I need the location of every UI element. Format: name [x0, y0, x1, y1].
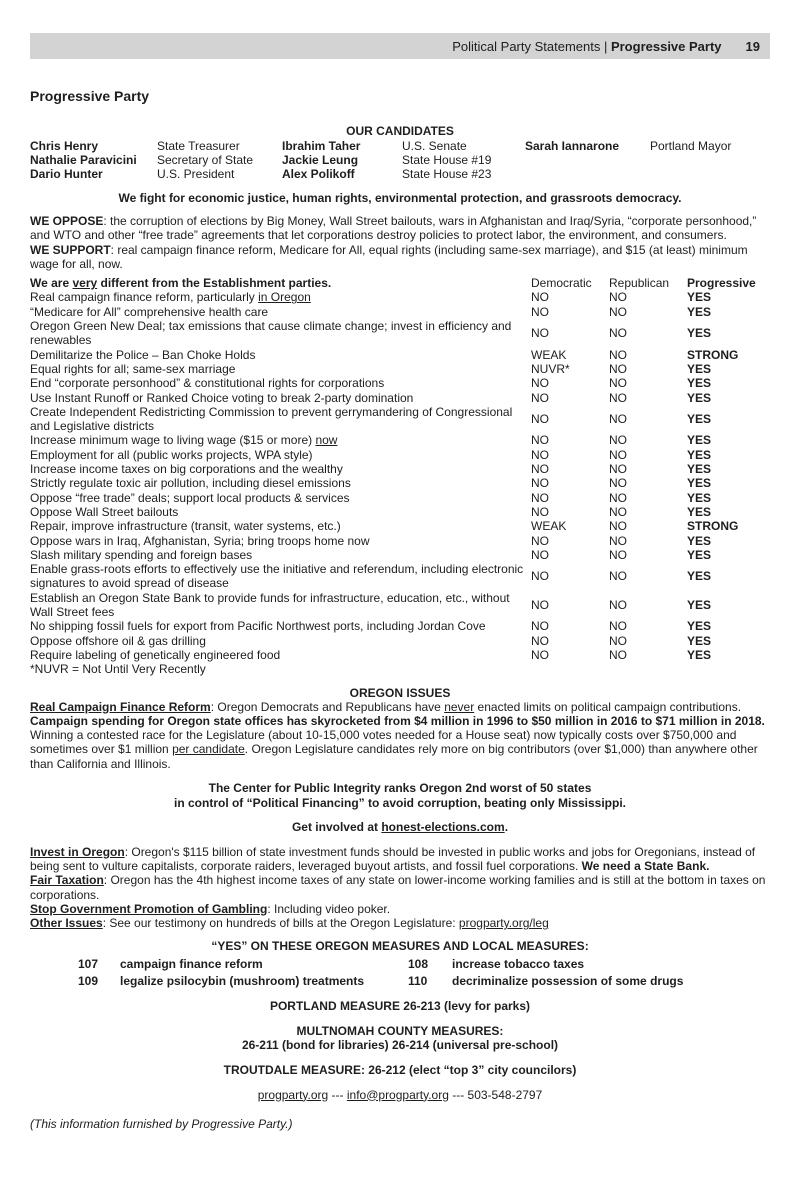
troutdale-measure-line: TROUTDALE MEASURE: 26-212 (elect “top 3” city councilors)	[223, 1062, 577, 1077]
table-row	[30, 619, 770, 633]
furnished-note: (This information furnished by Progressive Party.)	[30, 1116, 293, 1131]
candidate-office	[650, 153, 770, 167]
democratic-vote-cell: NO	[531, 390, 549, 405]
pamphlet-page	[0, 33, 800, 1131]
progressive-vote-cell: YES	[687, 326, 712, 341]
republican-vote-cell: NO	[609, 547, 627, 562]
candidate-office: U.S. President	[157, 167, 235, 181]
comparison-table	[30, 276, 770, 676]
table-row	[30, 305, 770, 319]
republican-vote-cell: NO	[609, 347, 627, 362]
issue-cell: Enable grass-roots efforts to effectively use the initiative and referendum, including electronic signatures to avoid spread of disease	[30, 562, 524, 591]
integrity-note-line2: in control of “Political Financing” to avoid corruption, beating only Mississippi.	[173, 795, 627, 810]
page-number: 19	[745, 38, 760, 54]
text-segment: WE OPPOSE	[30, 214, 104, 228]
table-row	[30, 491, 770, 505]
issue-underlined-text: now	[315, 433, 338, 448]
candidates-grid	[30, 139, 770, 181]
candidate-name: Alex Polikoff	[282, 167, 355, 181]
issue-cell: Oregon Green New Deal; tax emissions that cause climate change; invest in efficiency and renewables	[30, 319, 512, 348]
measure-number: 109	[78, 973, 99, 988]
democratic-vote-cell: WEAK	[531, 519, 567, 534]
honest-elections-link[interactable]: honest-elections.com	[381, 820, 505, 835]
republican-vote-cell: NO	[609, 361, 627, 376]
table-row	[30, 448, 770, 462]
text-segment: : Oregon has the 4th highest income taxes of any state on lower-income working families and is still at the bottom in taxes on corporations.	[30, 873, 766, 902]
table-row	[30, 405, 770, 434]
get-involved-line	[30, 820, 770, 835]
issue-cell: Increase income taxes on big corporations and the wealthy	[30, 462, 343, 477]
candidate-office: U.S. Senate	[402, 139, 467, 153]
issue-cell: Equal rights for all; same-sex marriage	[30, 361, 236, 376]
issue-cell: Strictly regulate toxic air pollution, including diesel emissions	[30, 476, 351, 491]
issue-cell: “Medicare for All” comprehensive health care	[30, 304, 269, 319]
issue-cell: Create Independent Redistricting Commission to prevent gerrymandering of Congressional and Legislative districts	[30, 404, 513, 434]
progressive-vote-cell: YES	[687, 490, 712, 505]
text-segment: enacted limits on political campaign contributions.	[474, 699, 742, 714]
multnomah-measures	[30, 1024, 770, 1053]
progressive-vote-cell: YES	[687, 504, 712, 519]
text-segment: Winning a contested race for the Legislature (about 10-15,000 votes needed for a House seat) now typically costs over $750,000 and sometimes over $1 million	[30, 728, 737, 757]
republican-vote-cell: NO	[609, 633, 627, 648]
democratic-vote-cell: NO	[531, 447, 549, 462]
democratic-vote-cell: NO	[531, 490, 549, 505]
democratic-vote-cell: NO	[531, 290, 549, 305]
issue-cell: No shipping fossil fuels for export from Pacific Northwest ports, including Jordan Cove	[30, 619, 486, 634]
issue-cell: Repair, improve infrastructure (transit, water systems, etc.)	[30, 519, 341, 534]
table-row	[30, 591, 770, 620]
democratic-vote-cell: NO	[531, 462, 549, 477]
page-title: Progressive Party	[30, 88, 150, 104]
progparty-email-link[interactable]: info@progparty.org	[346, 1087, 449, 1102]
table-row	[30, 519, 770, 533]
progressive-vote-cell: YES	[687, 447, 712, 462]
candidate-name: Ibrahim Taher	[282, 139, 361, 153]
comparison-table-header	[30, 276, 770, 290]
text-segment: : Including video poker.	[267, 901, 391, 916]
text-segment: We need a State Bank.	[581, 859, 710, 874]
candidates-heading: OUR CANDIDATES	[346, 124, 454, 138]
candidate-office: State Treasurer	[157, 139, 240, 153]
column-header-progressive: Progressive	[687, 276, 756, 291]
text-segment: Other Issues	[30, 916, 103, 931]
campaign-finance-paragraph	[30, 700, 770, 771]
text-segment: . Oregon Legislature candidates rely more on big contributors (over $1,000) than anywhere other than California and Illinois.	[30, 742, 758, 771]
progparty-website-link[interactable]: progparty.org	[257, 1087, 329, 1102]
column-header-republican: Republican	[609, 276, 670, 291]
democratic-vote-cell: NO	[531, 326, 549, 341]
candidate-name: Chris Henry	[30, 139, 99, 153]
progressive-vote-cell: YES	[687, 412, 712, 426]
republican-vote-cell: NO	[609, 647, 627, 662]
integrity-note-line1: The Center for Public Integrity ranks Oregon 2nd worst of 50 states	[208, 780, 592, 795]
header-party-label: Progressive Party	[610, 38, 722, 54]
oregon-issues-heading: OREGON ISSUES	[349, 685, 451, 700]
table-row	[30, 391, 770, 405]
democratic-vote-cell: NO	[531, 633, 549, 648]
multnomah-line: 26-211 (bond for libraries) 26-214 (universal pre-school)	[241, 1038, 559, 1053]
measure-number: 108	[408, 957, 429, 972]
progressive-vote-cell: YES	[687, 547, 712, 562]
democratic-vote-cell: NUVR*	[531, 361, 570, 376]
fair-taxation-paragraph	[30, 873, 770, 902]
table-row	[30, 290, 770, 304]
progressive-vote-cell: YES	[687, 376, 712, 391]
democratic-vote-cell: NO	[531, 597, 549, 612]
table-footnote: *NUVR = Not Until Very Recently	[30, 662, 206, 677]
table-header-statement	[30, 276, 530, 290]
progressive-vote-cell: YES	[687, 304, 712, 319]
progressive-vote-cell: YES	[687, 633, 712, 648]
text-segment: : Oregon's $115 billion of state investment funds should be invested in public works and jobs for Oregonians, instead of being sent to vulture capitalists, corporate raiders, leveraged buyout artists, and fossil fuel corporations.	[30, 844, 756, 874]
oppose-paragraph	[30, 214, 770, 243]
candidate-office: State House #19	[402, 153, 492, 167]
issue-cell: Oppose “free trade” deals; support local products & services	[30, 490, 350, 505]
republican-vote-cell: NO	[609, 619, 627, 634]
democratic-vote-cell: NO	[531, 412, 549, 426]
gambling-paragraph	[30, 902, 770, 916]
republican-vote-cell: NO	[609, 433, 627, 448]
table-row	[30, 433, 770, 447]
progressive-vote-cell: YES	[687, 647, 712, 662]
text-segment: ---	[328, 1087, 347, 1102]
header-section-label: Political Party Statements |	[452, 38, 611, 54]
candidate-name: Jackie Leung	[282, 153, 359, 167]
democratic-vote-cell: NO	[531, 547, 549, 562]
header-statement-underlined: very	[72, 276, 98, 291]
text-segment: Fair Taxation	[30, 873, 104, 888]
issue-cell: Establish an Oregon State Bank to provide funds for infrastructure, education, etc., without Wall Street fees	[30, 590, 510, 620]
progressive-vote-cell: YES	[687, 390, 712, 405]
text-segment: Invest in Oregon	[30, 844, 125, 859]
issue-cell: Oppose wars in Iraq, Afghanistan, Syria; bring troops home now	[30, 533, 370, 548]
table-row	[30, 534, 770, 548]
democratic-vote-cell: NO	[531, 504, 549, 519]
progressive-vote-cell: YES	[687, 597, 712, 612]
measure-label: increase tobacco taxes	[452, 957, 585, 972]
republican-vote-cell: NO	[609, 462, 627, 477]
republican-vote-cell: NO	[609, 476, 627, 491]
text-segment: : the corruption of elections by Big Money, Wall Street bailouts, wars in Afghanistan and Iraq/Syria, “corporate personhood,” and WTO and other “free trade” agreements that let corporations destroy policies to protect labor, the environment, and consumers.	[30, 214, 757, 243]
republican-vote-cell: NO	[609, 412, 627, 426]
republican-vote-cell: NO	[609, 533, 627, 548]
republican-vote-cell: NO	[609, 490, 627, 505]
democratic-vote-cell: NO	[531, 304, 549, 319]
column-header-democratic: Democratic	[531, 276, 592, 291]
candidate-office	[650, 167, 770, 181]
table-row	[30, 505, 770, 519]
republican-vote-cell: NO	[609, 504, 627, 519]
measures-heading: “YES” ON THESE OREGON MEASURES AND LOCAL MEASURES:	[211, 938, 589, 953]
issue-cell: End “corporate personhood” & constitutional rights for corporations	[30, 376, 385, 391]
republican-vote-cell: NO	[609, 447, 627, 462]
candidate-name: Sarah Iannarone	[525, 139, 620, 153]
header-statement-post: different from the Establishment parties.	[97, 276, 332, 291]
candidate-office: Portland Mayor	[650, 139, 732, 153]
table-row	[30, 476, 770, 490]
measure-number: 110	[408, 973, 428, 988]
issue-cell: Oppose offshore oil & gas drilling	[30, 633, 206, 648]
text-segment: WE SUPPORT	[30, 242, 111, 257]
table-row	[30, 548, 770, 562]
table-row	[30, 348, 770, 362]
candidate-office: State House #23	[402, 167, 492, 181]
text-segment: never	[444, 699, 475, 714]
democratic-vote-cell: NO	[531, 533, 549, 548]
democratic-vote-cell: NO	[531, 647, 549, 662]
measures-grid	[78, 956, 770, 989]
issue-cell: Slash military spending and foreign bases	[30, 547, 253, 562]
progressive-vote-cell: YES	[687, 361, 712, 376]
progressive-vote-cell: YES	[687, 476, 712, 491]
tagline: We fight for economic justice, human rights, environmental protection, and grassroots democracy.	[118, 191, 682, 205]
invest-paragraph	[30, 845, 770, 874]
republican-vote-cell: NO	[609, 390, 627, 405]
measure-label: legalize psilocybin (mushroom) treatments	[120, 973, 365, 988]
progressive-vote-cell: STRONG	[687, 519, 739, 534]
progressive-vote-cell: YES	[687, 533, 712, 548]
issue-cell: Real campaign finance reform, particularly in Oregon	[30, 290, 311, 305]
republican-vote-cell: NO	[609, 290, 627, 305]
progressive-vote-cell: YES	[687, 290, 712, 305]
candidate-office: Secretary of State	[157, 153, 254, 167]
issue-cell: Require labeling of genetically engineered food	[30, 647, 281, 662]
issue-cell: Demilitarize the Police – Ban Choke Holds	[30, 347, 256, 362]
table-row	[30, 462, 770, 476]
republican-vote-cell: NO	[609, 597, 627, 612]
table-row	[30, 376, 770, 390]
measure-number: 107	[78, 957, 99, 972]
integrity-note	[30, 781, 770, 810]
table-row	[30, 319, 770, 348]
democratic-vote-cell: NO	[531, 376, 549, 391]
candidate-name	[525, 167, 650, 181]
text-segment: Stop Government Promotion of Gambling	[30, 901, 268, 916]
text-segment: Real Campaign Finance Reform	[30, 699, 211, 714]
democratic-vote-cell: NO	[531, 433, 549, 448]
table-row	[30, 362, 770, 376]
republican-vote-cell: NO	[609, 376, 627, 391]
republican-vote-cell: NO	[609, 304, 627, 319]
issue-cell: Oppose Wall Street bailouts	[30, 504, 179, 519]
contact-line	[30, 1088, 770, 1102]
text-segment: : See our testimony on hundreds of bills at the Oregon Legislature:	[102, 916, 459, 931]
text-segment: --- 503-548-2797	[448, 1087, 543, 1102]
democratic-vote-cell: NO	[531, 476, 549, 491]
progressive-vote-cell: YES	[687, 569, 712, 584]
multnomah-heading: MULTNOMAH COUNTY MEASURES:	[296, 1023, 504, 1038]
progressive-vote-cell: STRONG	[687, 347, 739, 362]
progressive-vote-cell: YES	[687, 462, 712, 477]
comparison-rows	[30, 290, 770, 662]
other-issues-paragraph	[30, 916, 770, 930]
candidate-name	[525, 153, 650, 167]
republican-vote-cell: NO	[609, 519, 627, 534]
header-statement-pre: We are	[30, 276, 73, 291]
progressive-vote-cell: YES	[687, 619, 712, 634]
candidate-name: Nathalie Paravicini	[30, 153, 137, 167]
issue-cell: Use Instant Runoff or Ranked Choice voting to break 2-party domination	[30, 390, 414, 405]
democratic-vote-cell: WEAK	[531, 347, 567, 362]
text-segment: Get involved at	[291, 820, 382, 835]
issue-cell: Employment for all (public works projects, WPA style)	[30, 447, 313, 462]
measure-label: campaign finance reform	[120, 957, 263, 972]
table-row	[30, 562, 770, 591]
text-segment: : real campaign finance reform, Medicare for All, equal rights (including same-sex marriage), and $15 (at least) minimum wage for all, now.	[30, 242, 748, 271]
candidate-name: Dario Hunter	[30, 167, 103, 181]
democratic-vote-cell: NO	[531, 569, 549, 584]
issue-underlined-text: in Oregon	[258, 290, 311, 305]
table-row	[30, 634, 770, 648]
progressive-vote-cell: YES	[687, 433, 712, 448]
table-row	[30, 648, 770, 662]
text-segment: per candidate	[172, 742, 245, 757]
support-paragraph	[30, 243, 770, 272]
republican-vote-cell: NO	[609, 569, 627, 584]
democratic-vote-cell: NO	[531, 619, 549, 634]
text-segment: .	[504, 820, 509, 835]
page-header-bar	[30, 33, 770, 59]
text-segment: : Oregon Democrats and Republicans have	[210, 699, 445, 714]
progparty-leg-link[interactable]: progparty.org/leg	[458, 916, 549, 931]
republican-vote-cell: NO	[609, 326, 627, 341]
portland-measure-line: PORTLAND MEASURE 26-213 (levy for parks)	[269, 999, 531, 1014]
issue-cell: Increase minimum wage to living wage ($15 or more) now	[30, 433, 338, 448]
text-segment: Campaign spending for Oregon state offices has skyrocketed from $4 million in 1996 to $50 million in 2016 to $71 million in 2018.	[30, 713, 765, 728]
measure-label: decriminalize possession of some drugs	[452, 973, 684, 988]
